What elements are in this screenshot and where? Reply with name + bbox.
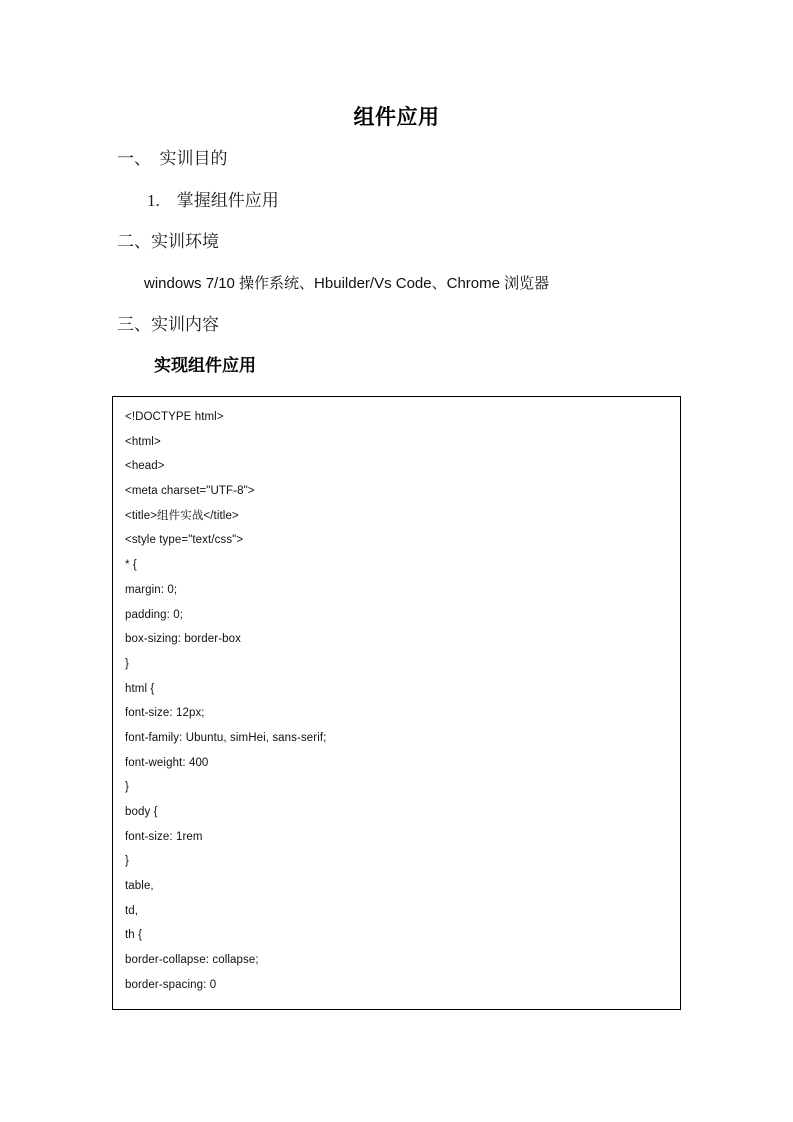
code-line: <style type="text/css"> xyxy=(125,534,244,547)
code-line: font-family: Ubuntu, simHei, sans-serif; xyxy=(125,731,327,744)
code-line: font-size: 1rem xyxy=(125,830,203,843)
code-line: border-collapse: collapse; xyxy=(125,954,259,967)
code-line: } xyxy=(125,781,129,794)
code-line: <meta charset="UTF-8"> xyxy=(125,485,255,498)
code-line: table, xyxy=(125,880,154,893)
list-item: 1. 掌握组件应用 xyxy=(147,191,279,210)
page-title: 组件应用 xyxy=(353,106,440,129)
code-line: } xyxy=(125,855,129,868)
code-line: } xyxy=(125,657,129,670)
code-line: <title>组件实战</title> xyxy=(125,509,239,522)
code-line: padding: 0; xyxy=(125,608,184,621)
code-line: * { xyxy=(125,559,137,572)
code-line: html { xyxy=(125,682,155,695)
code-line: <html> xyxy=(125,435,161,448)
code-line: th { xyxy=(125,929,143,942)
code-line: margin: 0; xyxy=(125,583,178,596)
code-line: <!DOCTYPE html> xyxy=(125,411,224,423)
code-lines-container xyxy=(125,405,680,998)
section-heading-environment: 二、实训环境 xyxy=(117,232,219,251)
content-subheading: 实现组件应用 xyxy=(154,356,256,375)
code-line: font-size: 12px; xyxy=(125,707,205,720)
code-line: font-weight: 400 xyxy=(125,756,209,769)
code-line: border-spacing: 0 xyxy=(125,978,217,991)
code-line: body { xyxy=(125,806,158,818)
section-heading-objective: 一、 实训目的 xyxy=(117,149,228,168)
code-line: box-sizing: border-box xyxy=(125,633,241,646)
section-heading-content: 三、实训内容 xyxy=(117,315,219,334)
code-block xyxy=(112,396,681,1010)
code-line: td, xyxy=(125,904,139,917)
code-line: <head> xyxy=(125,460,165,473)
environment-text: windows 7/10 操作系统、Hbuilder/Vs Code、Chrome 浏览器 xyxy=(144,275,550,292)
